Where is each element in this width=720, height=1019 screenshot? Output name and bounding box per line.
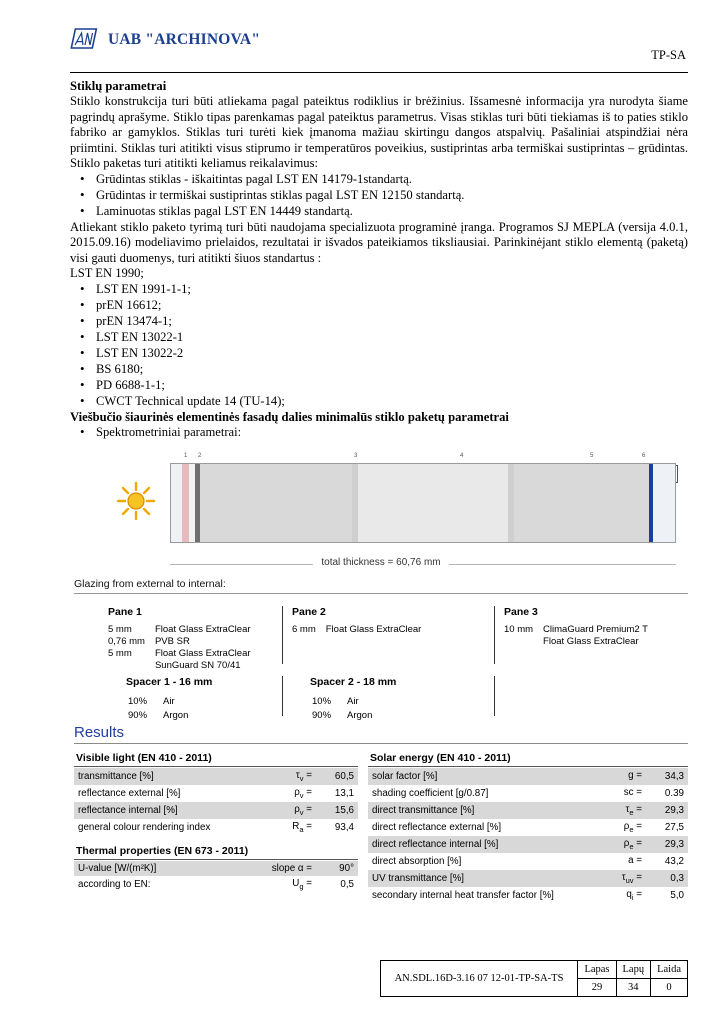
row-label: solar factor [%]: [368, 768, 580, 785]
pane-1-column: [108, 606, 251, 672]
tick-label: 4: [460, 453, 464, 460]
column-divider: [494, 676, 495, 716]
subsection-title: Viešbučio šiaurinės elementinės fasadų dalies minimalūs stiklo paketų parametrai: [70, 409, 509, 424]
stamp-header: Lapas: [578, 961, 616, 979]
table-row: [368, 819, 688, 836]
row-label: U-value [W/(m²K)]: [74, 861, 250, 876]
total-thickness: [74, 557, 688, 568]
row-label: direct absorption [%]: [372, 855, 462, 867]
pane-details: [74, 606, 688, 670]
archinova-logo-icon: [70, 26, 100, 54]
list-item: • PD 6688-1-1;: [70, 378, 688, 394]
row-symbol: $\tau_e$ =: [580, 802, 646, 819]
pane-segment: [200, 464, 352, 542]
column-divider: [282, 676, 283, 716]
row-symbol: $U_g$ =: [292, 877, 312, 891]
stamp-value: 34: [616, 979, 651, 997]
list-item: • LST EN 1991-1-1;: [70, 282, 688, 298]
column-divider: [282, 606, 283, 664]
row-value: 90°: [316, 861, 358, 876]
row-label: according to EN:: [78, 878, 151, 890]
thermal-header: Thermal properties (EN 673 - 2011): [74, 845, 358, 860]
row-symbol: $q_i$ =: [626, 888, 642, 902]
pane-3-title: Pane 3: [504, 606, 538, 619]
table-row: [74, 802, 358, 819]
table-row: [368, 785, 688, 802]
list-item: • Laminuotas stiklas pagal LST EN 14449 standartą.: [70, 204, 688, 220]
row-symbol: $\rho_e$ =: [623, 821, 642, 834]
spacer-2-column: [310, 676, 396, 724]
visible-light-header: Visible light (EN 410 - 2011): [74, 752, 358, 767]
row-symbol: $R_a$ =: [292, 821, 312, 834]
table-row: [368, 768, 688, 785]
row-symbol: $\rho_e$ =: [580, 836, 646, 853]
paragraph-1: Stiklo konstrukcija turi būti atliekama pagal pateiktus rodiklius ir brėžinius. Išsamesnė informacija yra nurodyta šiame pagrindų aprašyme. Stiklo tipas parenkamas pagal pateiktus parametrus. Visas stiklas turi būti tiekiamas iš to paties stiklo fabriko ar gamyklos. Stiklas turi turėti kiek įmanoma mažiau skirtingu dangos atspalvių. Pašaliniai atspindžiai nėra priimtini. Stiklas turi atitikti visus stiprumo ir temperatūros poveikius, sustiprintas arba termiškai sustiprintas – grūdintas. Stiklo paketas turi atitikti keliamus reikalavimus:: [70, 94, 688, 171]
row-value: 13,1: [334, 788, 354, 800]
pane-segment: [358, 464, 508, 542]
list-item: • prEN 16612;: [70, 298, 688, 314]
column-divider: [494, 606, 495, 664]
stamp-header: Laida: [651, 961, 688, 979]
spacer-gas: Argon: [163, 710, 189, 722]
row-symbol: $\rho_v$ =: [294, 787, 312, 801]
document-body: [70, 79, 688, 441]
row-value: 15,6: [316, 802, 358, 819]
pane-thickness: 6 mm: [292, 624, 316, 636]
pane-segment: [171, 464, 182, 542]
list-item: • BS 6180;: [70, 362, 688, 378]
row-label: reflectance external [%]: [78, 788, 181, 800]
pane-thickness: 5 mm: [108, 648, 132, 660]
pane-tick-labels: [170, 453, 676, 463]
sun-icon: [116, 481, 156, 521]
spacer-gas: Argon: [347, 710, 373, 722]
spacer-pct: 90%: [312, 710, 332, 722]
pane-thickness: 0,76 mm: [108, 636, 145, 648]
row-mid-label: slope α =: [250, 861, 316, 876]
row-label: transmittance [%]: [74, 768, 250, 785]
spacer-1-title: Spacer 1 - 16 mm: [126, 676, 213, 689]
row-value: 0,3: [646, 870, 688, 887]
pane-thickness: 5 mm: [108, 624, 132, 636]
row-label: reflectance internal [%]: [74, 802, 250, 819]
pane-stack: [170, 463, 676, 543]
pane-material: ClimaGuard Premium2 T: [543, 624, 648, 636]
table-row: [74, 876, 358, 893]
pane-thickness: [108, 660, 155, 672]
list-item: • LST EN 13022-2: [70, 346, 688, 362]
row-value: 0,5: [340, 878, 354, 890]
pane-2-column: [292, 606, 421, 636]
row-label: secondary internal heat transfer factor [%]: [372, 889, 554, 901]
row-label: direct reflectance internal [%]: [368, 836, 580, 853]
pane-3-column: [504, 606, 648, 648]
thermal-table: [74, 861, 358, 893]
table-row: [74, 819, 358, 836]
tick-label: 5: [590, 453, 594, 460]
list-item: • Grūdintas ir termiškai sustiprintas stiklas pagal LST EN 12150 standartą.: [70, 188, 688, 204]
spacer-pct: 10%: [312, 696, 332, 708]
section-title: Stiklų parametrai: [70, 79, 167, 93]
tick-label: 6: [642, 453, 646, 460]
row-label: general colour rendering index: [78, 821, 211, 833]
list-item: • Grūdintas stiklas - iškaitintas pagal LST EN 14179-1standartą.: [70, 172, 688, 188]
row-value: 27,5: [664, 821, 684, 833]
stamp-code: AN.SDL.16D-3.16 07 12-01-TP-SA-TS: [380, 961, 578, 997]
list-item: • prEN 13474-1;: [70, 314, 688, 330]
page-header: [70, 26, 688, 70]
spacer-pct: 10%: [128, 696, 148, 708]
list-item: • CWCT Technical update 14 (TU-14);: [70, 394, 688, 410]
row-symbol: sc =: [623, 787, 642, 799]
row-value: 60,5: [316, 768, 358, 785]
bullet-list-2: [70, 282, 688, 410]
row-label: UV transmittance [%]: [368, 870, 580, 887]
pane-material: PVB SR: [154, 636, 190, 648]
bullet-list-3: [70, 425, 688, 441]
row-value: 93,4: [334, 821, 354, 833]
row-symbol: $\rho_v$ =: [250, 802, 316, 819]
pane-material: SunGuard SN 70/41: [154, 660, 241, 672]
table-row: [368, 887, 688, 904]
table-row: [368, 836, 688, 853]
solar-energy-table: [368, 768, 688, 904]
table-row: [368, 802, 688, 819]
document-code: TP-SA: [651, 48, 686, 62]
row-symbol: g =: [580, 768, 646, 785]
row-label: direct transmittance [%]: [368, 802, 580, 819]
table-row: [368, 870, 688, 887]
row-value: 29,3: [646, 802, 688, 819]
row-symbol: $\tau_v$ =: [250, 768, 316, 785]
total-thickness-label: total thickness = 60,76 mm: [313, 557, 448, 568]
pane-material: Float Glass ExtraClear: [154, 624, 251, 636]
row-value: 43,2: [664, 855, 684, 867]
paragraph-2: Atliekant stiklo paketo tyrimą turi būti naudojama specializuota programinė įranga. Programos SJ MEPLA (versija 4.0.1, 2015.09.16) modeliavimo prielaidos, rezultatai ir išvados pateikiamos tiksliausiai. Parinkinėjant stiklo elementą (paketą) visi gauti duomenys, turi atitikti šiuos standartus :: [70, 219, 688, 265]
spacer-details: [74, 676, 688, 722]
results-left-column: [74, 752, 358, 904]
stamp-value: 0: [651, 979, 688, 997]
pane-material: Float Glass ExtraClear: [325, 624, 422, 636]
pane-1-title: Pane 1: [108, 606, 142, 619]
table-row: [74, 768, 358, 785]
stamp-header: Lapų: [616, 961, 651, 979]
pane-2-title: Pane 2: [292, 606, 326, 619]
pane-material: Float Glass ExtraClear: [543, 636, 639, 648]
bullet-list-1: [70, 172, 688, 220]
tick-label: 1: [184, 453, 188, 460]
document-stamp: [380, 960, 688, 997]
pane-segment: [182, 464, 189, 542]
glass-cross-section: [74, 453, 688, 555]
table-row: [74, 785, 358, 802]
glazing-note: Glazing from external to internal:: [74, 578, 688, 594]
spacer-gas: Air: [347, 696, 359, 708]
header-divider: [70, 72, 688, 73]
pane-thickness: 10 mm: [504, 624, 534, 636]
table-row: [74, 861, 358, 876]
row-value: 0.39: [664, 788, 684, 800]
row-value: 5,0: [670, 889, 684, 901]
spacer-gas: Air: [163, 696, 175, 708]
row-label: direct reflectance external [%]: [372, 821, 502, 833]
solar-energy-header: Solar energy (EN 410 - 2011): [368, 752, 688, 767]
tick-label: 2: [198, 453, 202, 460]
tick-label: 3: [354, 453, 358, 460]
visible-light-table: [74, 768, 358, 836]
row-value: 34,3: [646, 768, 688, 785]
spacer-2-title: Spacer 2 - 18 mm: [310, 676, 397, 689]
results-title: Results: [74, 724, 688, 744]
stamp-value: 29: [578, 979, 616, 997]
list-item: • Spektrometriniai parametrai:: [70, 425, 688, 441]
standard-first: LST EN 1990;: [70, 266, 144, 281]
row-symbol: $\tau_{uv}$ =: [580, 870, 646, 887]
results-tables: [74, 752, 688, 904]
results-right-column: [368, 752, 688, 904]
pane-material: Float Glass ExtraClear: [154, 648, 251, 660]
table-row: [368, 853, 688, 870]
list-item: • LST EN 13022-1: [70, 330, 688, 346]
glazing-diagram: [74, 453, 688, 904]
row-value: 29,3: [646, 836, 688, 853]
row-symbol: a =: [628, 854, 642, 866]
pane-segment: [653, 464, 675, 542]
brand: [70, 26, 260, 54]
spacer-pct: 90%: [128, 710, 148, 722]
row-label: shading coefficient [g/0.87]: [372, 788, 489, 800]
spacer-1-column: [126, 676, 212, 724]
pane-thickness: [504, 636, 543, 648]
pane-segment: [514, 464, 649, 542]
company-name: UAB "ARCHINOVA": [108, 31, 261, 48]
